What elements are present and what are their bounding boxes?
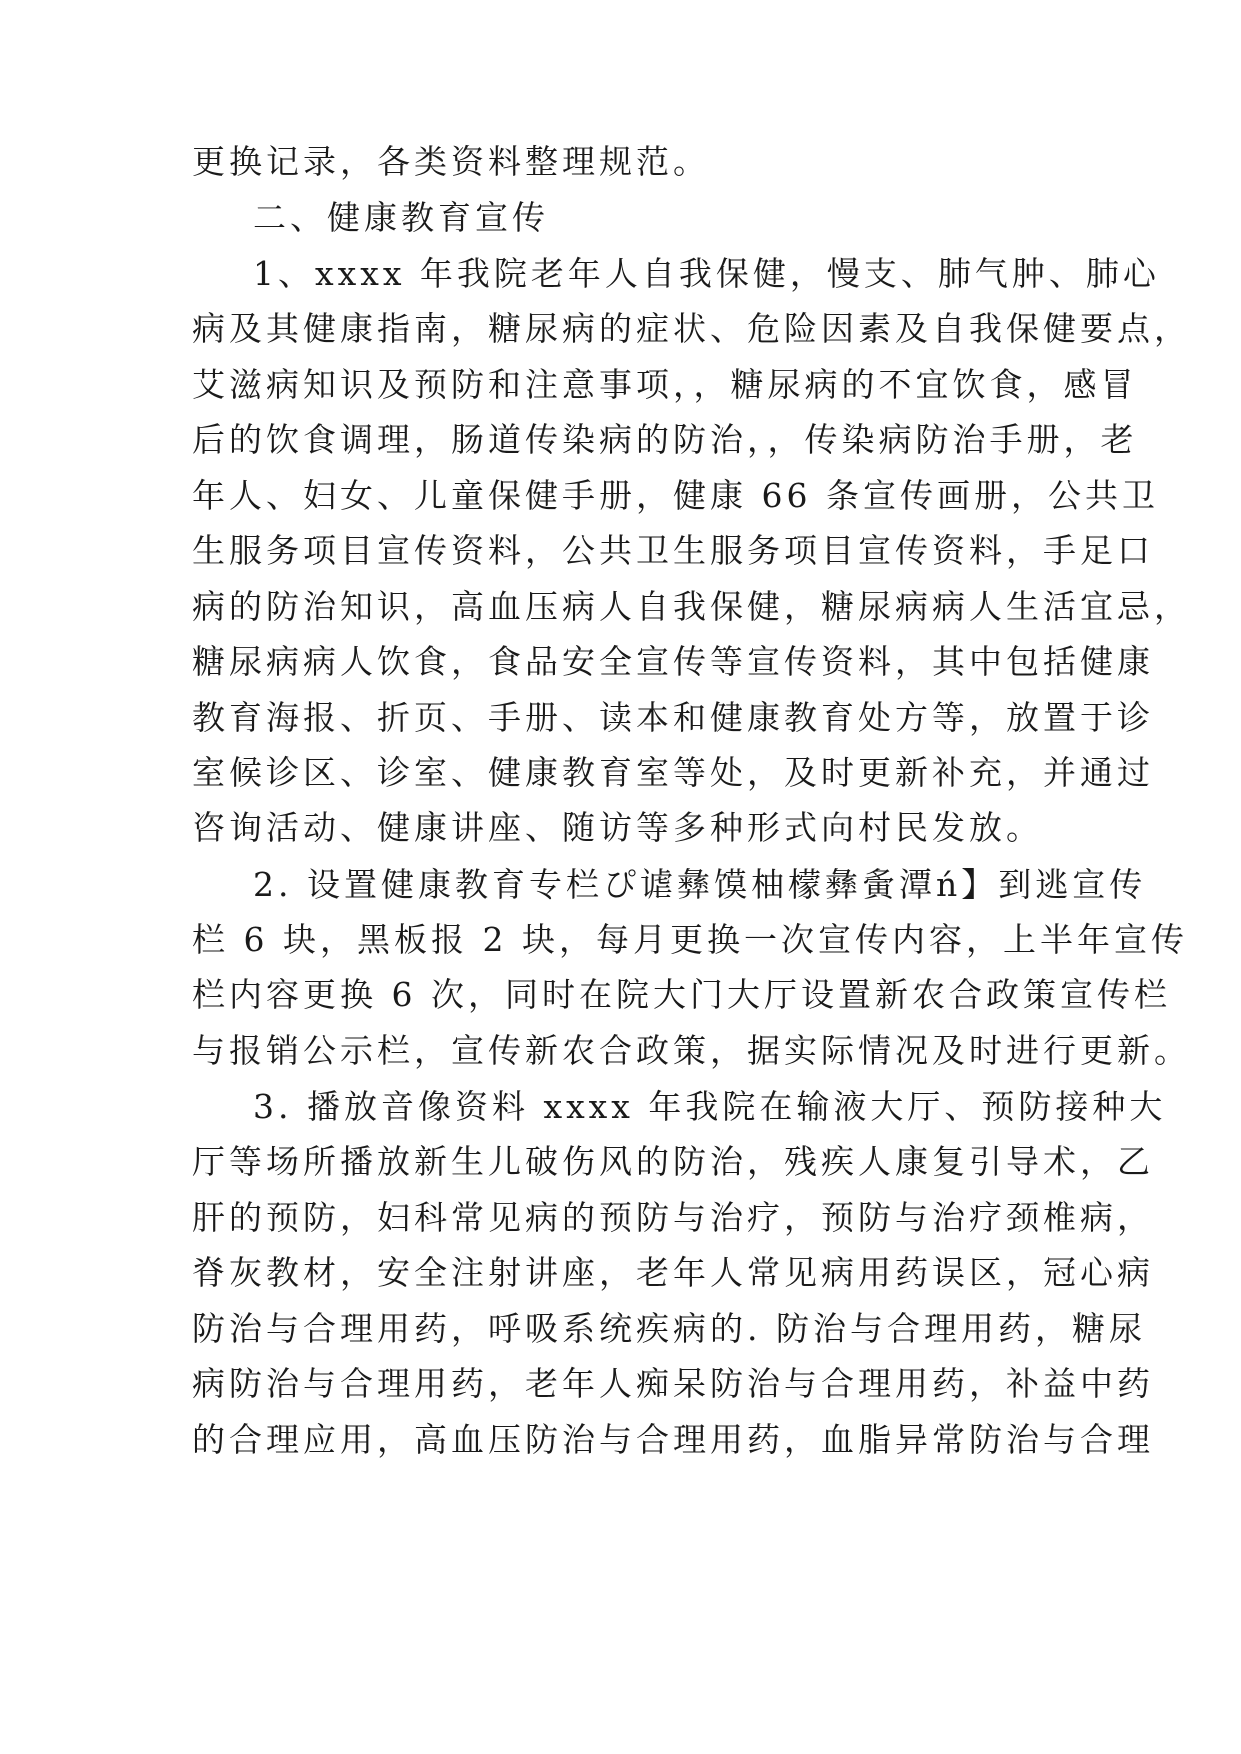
text-line: 栏 6 块，黑板报 2 块，每月更换一次宣传内容，上半年宣传 bbox=[192, 920, 1188, 959]
text-line: 室候诊区、诊室、健康教育室等处，及时更新补充，并通过 bbox=[192, 753, 1154, 792]
text-line: 生服务项目宣传资料，公共卫生服务项目宣传资料，手足口 bbox=[192, 531, 1154, 570]
text-line: 2. 设置健康教育专栏ぴ谑彝馍柚檬彝夤潭ń】到逃宣传 bbox=[253, 865, 1147, 904]
text-line: 教育海报、折页、手册、读本和健康教育处方等，放置于诊 bbox=[192, 698, 1154, 737]
text-line: 肝的预防，妇科常见病的预防与治疗，预防与治疗颈椎病， bbox=[192, 1198, 1154, 1237]
text-line: 糖尿病病人饮食，食品安全宣传等宣传资料，其中包括健康 bbox=[192, 642, 1154, 681]
text-line: 咨询活动、健康讲座、随访等多种形式向村民发放。 bbox=[192, 808, 1043, 847]
text-line: 年人、妇女、儿童保健手册，健康 66 条宣传画册，公共卫 bbox=[192, 476, 1159, 515]
text-line: 与报销公示栏，宣传新农合政策，据实际情况及时进行更新。 bbox=[192, 1031, 1191, 1070]
text-line: 1、xxxx 年我院老年人自我保健，慢支、肺气肿、肺心 bbox=[253, 254, 1160, 293]
text-line: 更换记录，各类资料整理规范。 bbox=[192, 142, 710, 181]
text-line: 艾滋病知识及预防和注意事项，，糖尿病的不宜饮食，感冒 bbox=[192, 365, 1138, 404]
text-line: 3. 播放音像资料 xxxx 年我院在输液大厅、预防接种大 bbox=[253, 1087, 1167, 1126]
section-heading: 二、健康教育宣传 bbox=[253, 198, 549, 237]
text-line: 脊灰教材，安全注射讲座，老年人常见病用药误区，冠心病 bbox=[192, 1253, 1154, 1292]
text-line: 厅等场所播放新生儿破伤风的防治，残疾人康复引导术，乙 bbox=[192, 1142, 1154, 1181]
text-line: 病防治与合理用药，老年人痴呆防治与合理用药，补益中药 bbox=[192, 1364, 1154, 1403]
text-line: 的合理应用，高血压防治与合理用药，血脂异常防治与合理 bbox=[192, 1420, 1154, 1459]
text-line: 后的饮食调理，肠道传染病的防治，，传染病防治手册，老 bbox=[192, 420, 1138, 459]
text-line: 防治与合理用药，呼吸系统疾病的. 防治与合理用药，糖尿 bbox=[192, 1309, 1146, 1348]
text-line: 栏内容更换 6 次，同时在院大门大厅设置新农合政策宣传栏 bbox=[192, 975, 1171, 1014]
text-line: 病的防治知识，高血压病人自我保健，糖尿病病人生活宜忌， bbox=[192, 587, 1191, 626]
text-line: 病及其健康指南，糖尿病的症状、危险因素及自我保健要点， bbox=[192, 309, 1191, 348]
